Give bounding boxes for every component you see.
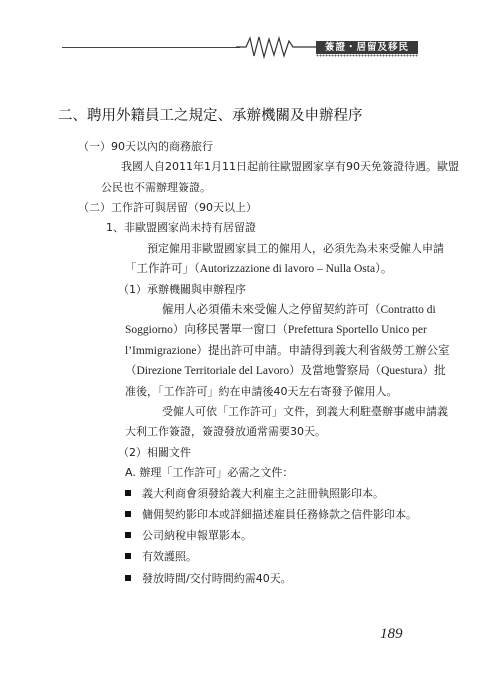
list-item: 公司納稅申報單影本。 [125,529,252,543]
paragraph-line: 大利工作簽證，簽證發放通常需要30天。 [125,425,326,438]
subheading-2-1-1: （1）承辦機關與申辦程序 [118,283,246,296]
list-item: 傭佣契約影印本或詳細描述雇員任務條款之信件影印本。 [125,508,417,522]
paragraph-line: l’Immigrazione）提出許可申請。申請得到義大利省級勞工辦公室 [125,345,450,357]
square-bullet-icon [125,490,131,496]
paragraph-line: 受僱人可依「工作許可」文件，到義大利駐臺辦事處申請義 [162,405,448,418]
page-number: 189 [380,626,403,642]
paragraph-line: 「工作許可」（Autorizzazione di lavoro – Nulla Osta）。 [125,263,393,275]
paragraph-line: 准後，「工作許可」約在申請後40天左右寄發予僱用人。 [125,385,398,398]
paragraph-line: （Direzione Territoriale del Lavoro）及當地警察局（Questura）批 [125,365,446,377]
header-rule [62,47,240,48]
square-bullet-icon [125,553,131,559]
heartbeat-line-icon [236,35,316,59]
paragraph-line: 僱用人必須備未來受僱人之停留契約許可（Contratto di [162,304,436,316]
subheading-2-1-2: （2）相關文件 [118,446,191,459]
square-bullet-icon [125,511,131,517]
header-dotted-rule [316,54,418,57]
list-item: 有效護照。 [125,550,197,564]
list-item: 發放時間/交付時間約需40天。 [125,572,292,586]
square-bullet-icon [125,575,131,581]
paragraph-line: 預定僱用非歐盟國家員工的僱用人，必須先為未來受僱人申請 [147,242,444,255]
subheading-2: （二）工作許可與居留（90天以上） [78,201,257,214]
square-bullet-icon [125,532,131,538]
paragraph-line: 公民也不需辦理簽證。 [101,181,211,194]
header-banner: 簽證・居留及移民 [316,41,418,54]
list-item: 義大利商會須發給義大利雇主之註冊執照影印本。 [125,487,384,501]
subheading-1: （一）90天以內的商務旅行 [78,140,213,153]
paragraph-line: Soggiorno）向移民署單一窗口（Prefettura Sportello Unico per [125,324,427,336]
list-heading: A. 辦理「工作許可」必需之文件： [125,466,294,479]
subheading-2-1: 1、非歐盟國家尚未持有居留證 [106,221,256,234]
paragraph-line: 我國人自2011年1月11日起前往歐盟國家享有90天免簽證待遇。歐盟 [121,160,459,173]
section-title: 二、聘用外籍員工之規定、承辦機關及申辦程序 [58,108,363,124]
